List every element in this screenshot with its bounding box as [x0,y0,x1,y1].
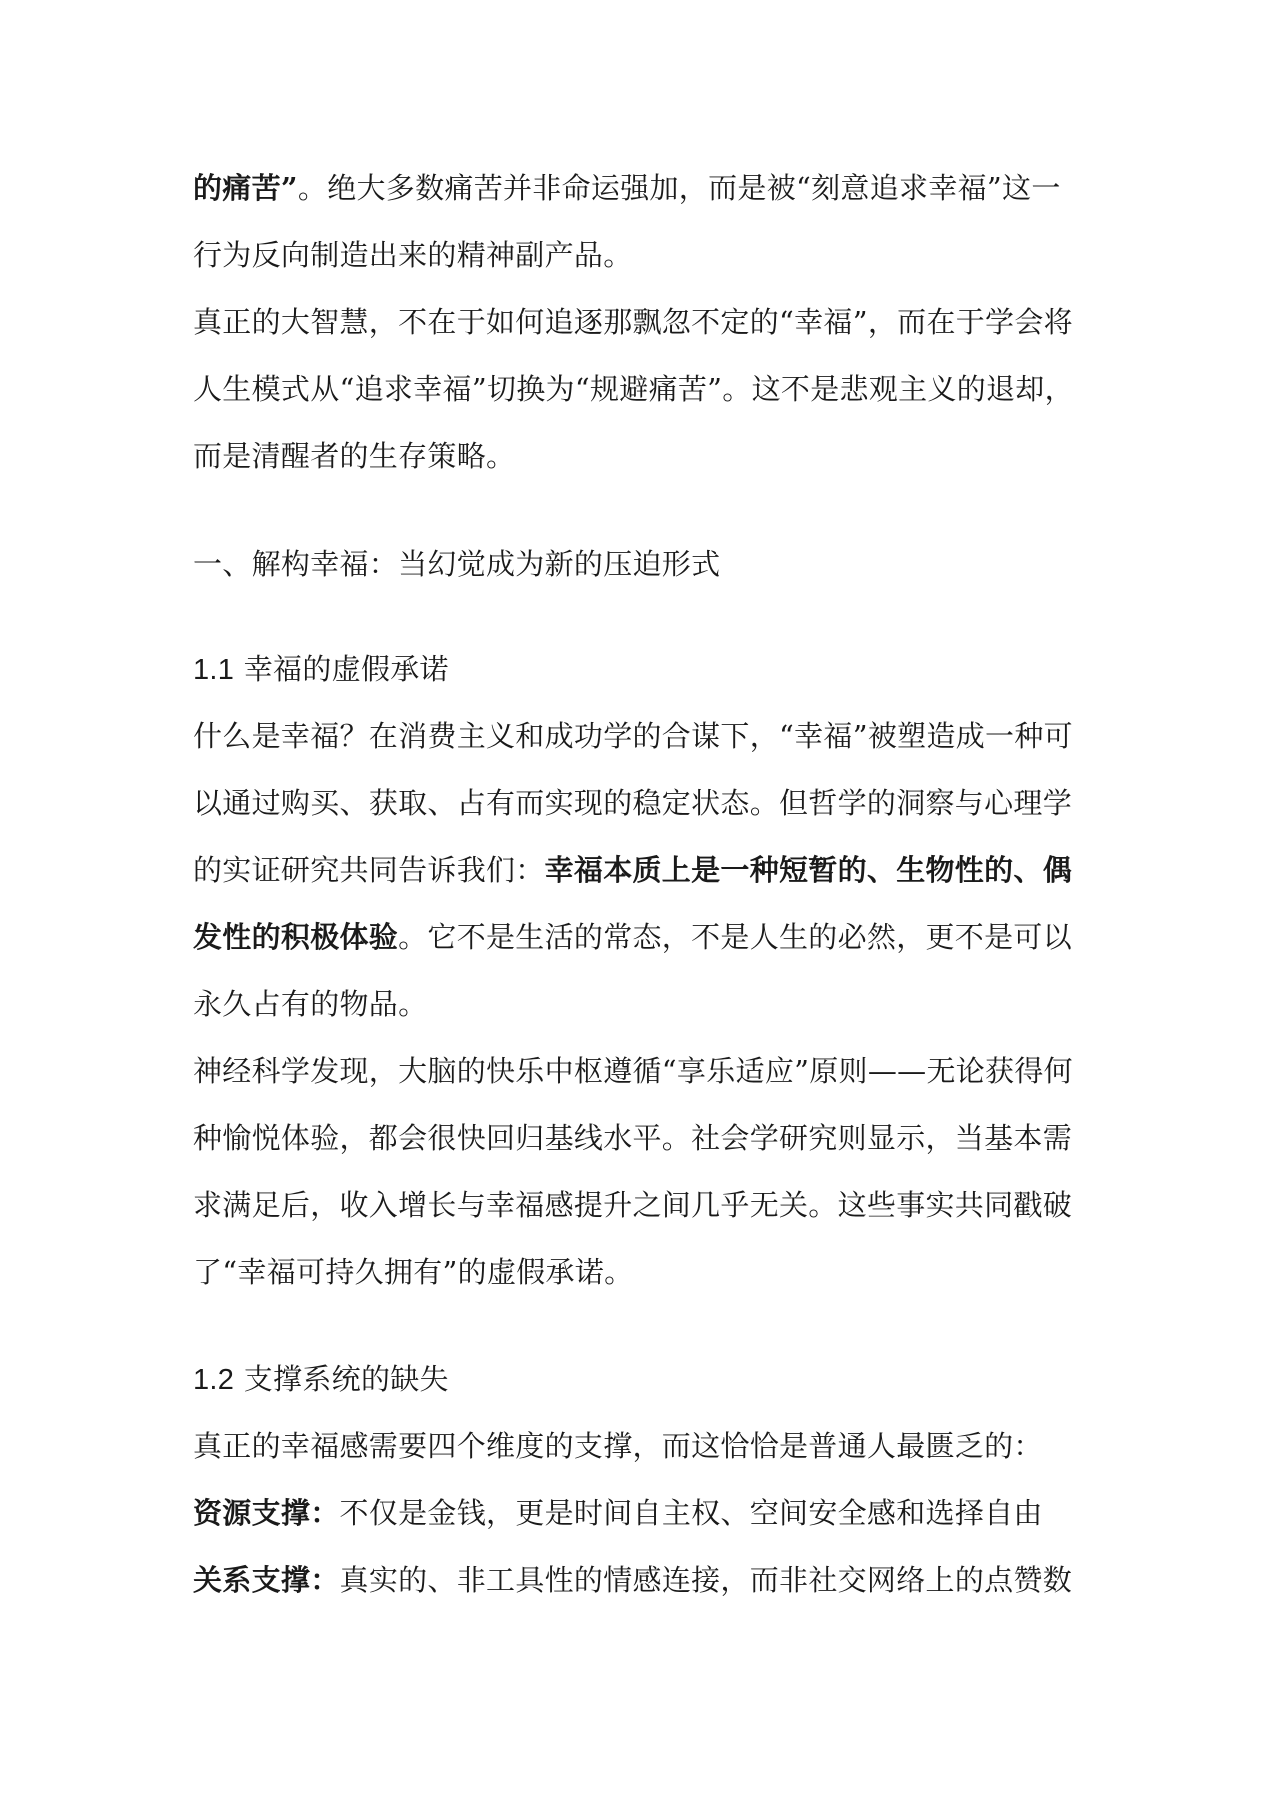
paragraph-line [193,168,1083,208]
list-item-label: 资源支撑： [193,1496,340,1530]
paragraph-line: 人生模式从“追求幸福”切换为“规避痛苦”。这不是悲观主义的退却， [193,372,1074,406]
body-text: 的实证研究共同告诉我们： [193,853,545,887]
body-text: 。它不是生活的常态，不是人生的必然，更不是可以 [398,920,1073,954]
list-item-text: 真实的、非工具性的情感连接，而非社交网络上的点赞数 [339,1563,1073,1597]
paragraph-line: 以通过购买、获取、占有而实现的稳定状态。但哲学的洞察与心理学 [193,786,1073,820]
paragraph-line: 求满足后，收入增长与幸福感提升之间几乎无关。这些事实共同戳破 [193,1188,1073,1222]
paragraph-line: 永久占有的物品。 [193,987,428,1021]
paragraph-line: 行为反向制造出来的精神副产品。 [193,238,633,272]
list-item [193,1493,1083,1533]
bold-text: 的痛苦” [193,171,298,205]
body-text: 。绝大多数痛苦并非命运强加，而是被“刻意追求幸福”这一 [297,171,1061,205]
list-item-label: 关系支撑： [193,1563,340,1597]
subsection-number: 1.2 [193,1364,235,1396]
paragraph-line: 什么是幸福？在消费主义和成功学的合谋下，“幸福”被塑造成一种可 [193,719,1073,753]
paragraph-line: 真正的大智慧，不在于如何追逐那飘忽不定的“幸福”，而在于学会将 [193,305,1073,339]
paragraph-line: 了“幸福可持久拥有”的虚假承诺。 [193,1255,634,1289]
paragraph-line: 而是清醒者的生存策略。 [193,439,516,473]
paragraph-line: 神经科学发现，大脑的快乐中枢遵循“享乐适应”原则——无论获得何 [193,1054,1073,1088]
list-item-text: 不仅是金钱，更是时间自主权、空间安全感和选择自由 [339,1496,1043,1530]
subsection-title: 幸福的虚假承诺 [243,652,449,686]
bold-text: 发性的积极体验 [193,920,399,954]
subsection-number: 1.1 [193,654,235,686]
paragraph-line: 真正的幸福感需要四个维度的支撑，而这恰恰是普通人最匮乏的： [193,1429,1043,1463]
list-item [193,1560,1083,1600]
paragraph-line: 种愉悦体验，都会很快回归基线水平。社会学研究则显示，当基本需 [193,1121,1073,1155]
paragraph-line [193,850,1083,890]
subsection-heading [193,649,1083,690]
bold-text: 幸福本质上是一种短暂的、生物性的、偶 [544,853,1073,887]
paragraph-line [193,917,1083,957]
section-heading: 一、解构幸福：当幻觉成为新的压迫形式 [193,547,721,581]
subsection-heading [193,1359,1083,1400]
subsection-title: 支撑系统的缺失 [243,1362,449,1396]
